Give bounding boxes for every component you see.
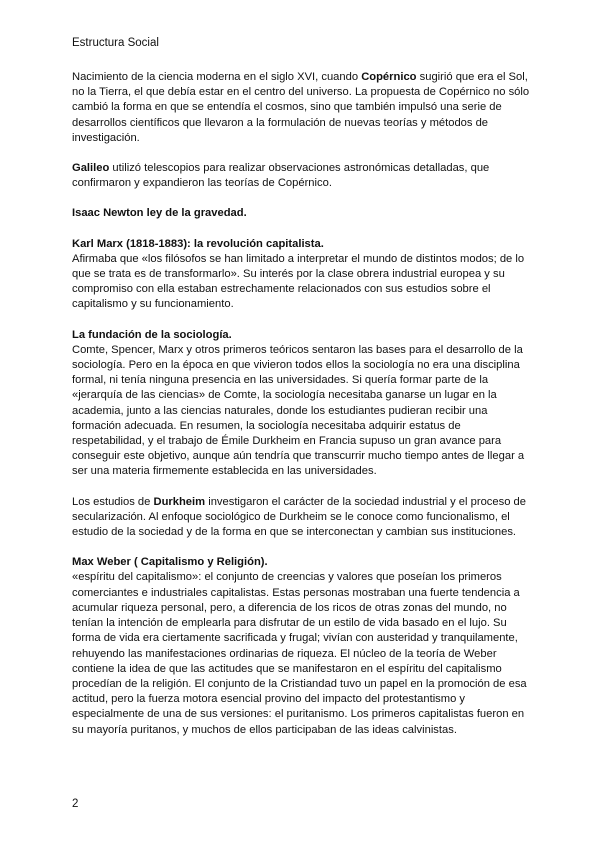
durkheim-name: Durkheim (153, 495, 206, 508)
intro-text-after: sugirió que era el Sol, no la Tierra, el que debía estar en el centro del universo. La propuesta de Copérnico no sólo cambió la forma en que se entendía el cosmos, sino que también impulsó una serie de desarrollos científicos que llevaron a la formulación de nuevas teorías y métodos de investigación. (72, 71, 530, 144)
weber-paragraph: «espíritu del capitalismo»: el conjunto de creencias y valores que poseían los primeros comerciantes e industriales capitalistas. Estas personas mostraban una fuerte tendencia a acumular riqueza personal, pero, a diferencia de los ricos de otras zonas del mundo, no tenían la intención de emplearla para disfrutar de un estilo de vida basado en el lujo. Su forma de vida era ciertamente sacrificada y frugal; vivían con austeridad y tranquilamente, rehuyendo las manifestaciones ordinarias de riqueza. El núcleo de la teoría de Weber contiene la idea de que las actitudes que se manifestaron en el espíritu del capitalismo procedían de la religión. El conjunto de la Cristiandad tuvo un papel en la promoción de esa actitud, pero la fuerza motora esencial provino del impacto del protestantismo y especialmente de una de sus versiones: el puritanismo. Los primeros capitalistas fueron en su mayoría puritanos, y muchos de ellos participaban de las ideas calvinistas. (72, 571, 527, 736)
marx-heading: Karl Marx (1818-1883): la revolución capitalista. (72, 237, 324, 250)
document-body (72, 70, 534, 738)
durkheim-paragraph (72, 495, 534, 541)
durkheim-text-after: investigaron el carácter de la sociedad industrial y el proceso de secularización. Al enfoque sociológico de Durkheim se le conoce como funcionalismo, el estudio de la sociedad y de la forma en que se interconectan y cambian sus instituciones. (72, 495, 526, 539)
durkheim-text-before: Los estudios de (72, 495, 154, 508)
copernico-name: Copérnico (361, 71, 417, 83)
marx-paragraph: Afirmaba que «los filósofos se han limitado a interpretar el mundo de distintos modos; de lo que se trata es de transformarlo». Su interés por la clase obrera industrial europea y su compromiso con ella estaban estrechamente relacionados con sus estudios sobre el capitalismo y su funcionamiento. (72, 252, 525, 311)
intro-paragraph (72, 70, 534, 146)
galileo-paragraph (72, 161, 534, 191)
galileo-name: Galileo (72, 162, 110, 175)
page-number: 2 (72, 798, 79, 810)
sociologia-heading: La fundación de la sociología. (72, 328, 232, 341)
weber-heading: Max Weber ( Capitalismo y Religión). (72, 556, 268, 569)
newton-heading: Isaac Newton ley de la gravedad. (72, 207, 247, 220)
page-header: Estructura Social (72, 37, 159, 49)
galileo-text: utilizó telescopios para realizar observaciones astronómicas detalladas, que confirmaron y expandieron las teorías de Copérnico. (72, 162, 490, 190)
intro-text-before: Nacimiento de la ciencia moderna en el siglo XVI, cuando (72, 71, 362, 83)
sociologia-paragraph: Comte, Spencer, Marx y otros primeros teóricos sentaron las bases para el desarrollo de la sociología. Pero en la época en que vivieron todos ellos la sociología no era una disciplina formal, ni tenía ninguna presencia en las universidades. Si quería formar parte de la «jerarquía de las ciencias» de Comte, la sociología necesitaba ganarse un lugar en la academia, junto a las ciencias naturales, donde los estudiantes pudieran recibir una formación adecuada. En resumen, la sociología necesitaba adquirir estatus de respetabilidad, y el trabajo de Émile Durkheim en Francia supuso un gran avance para conseguir este objetivo, aunque aún tendría que transcurrir mucho tiempo antes de llegar a ser una materia firmemente establecida en las universidades. (72, 343, 525, 478)
